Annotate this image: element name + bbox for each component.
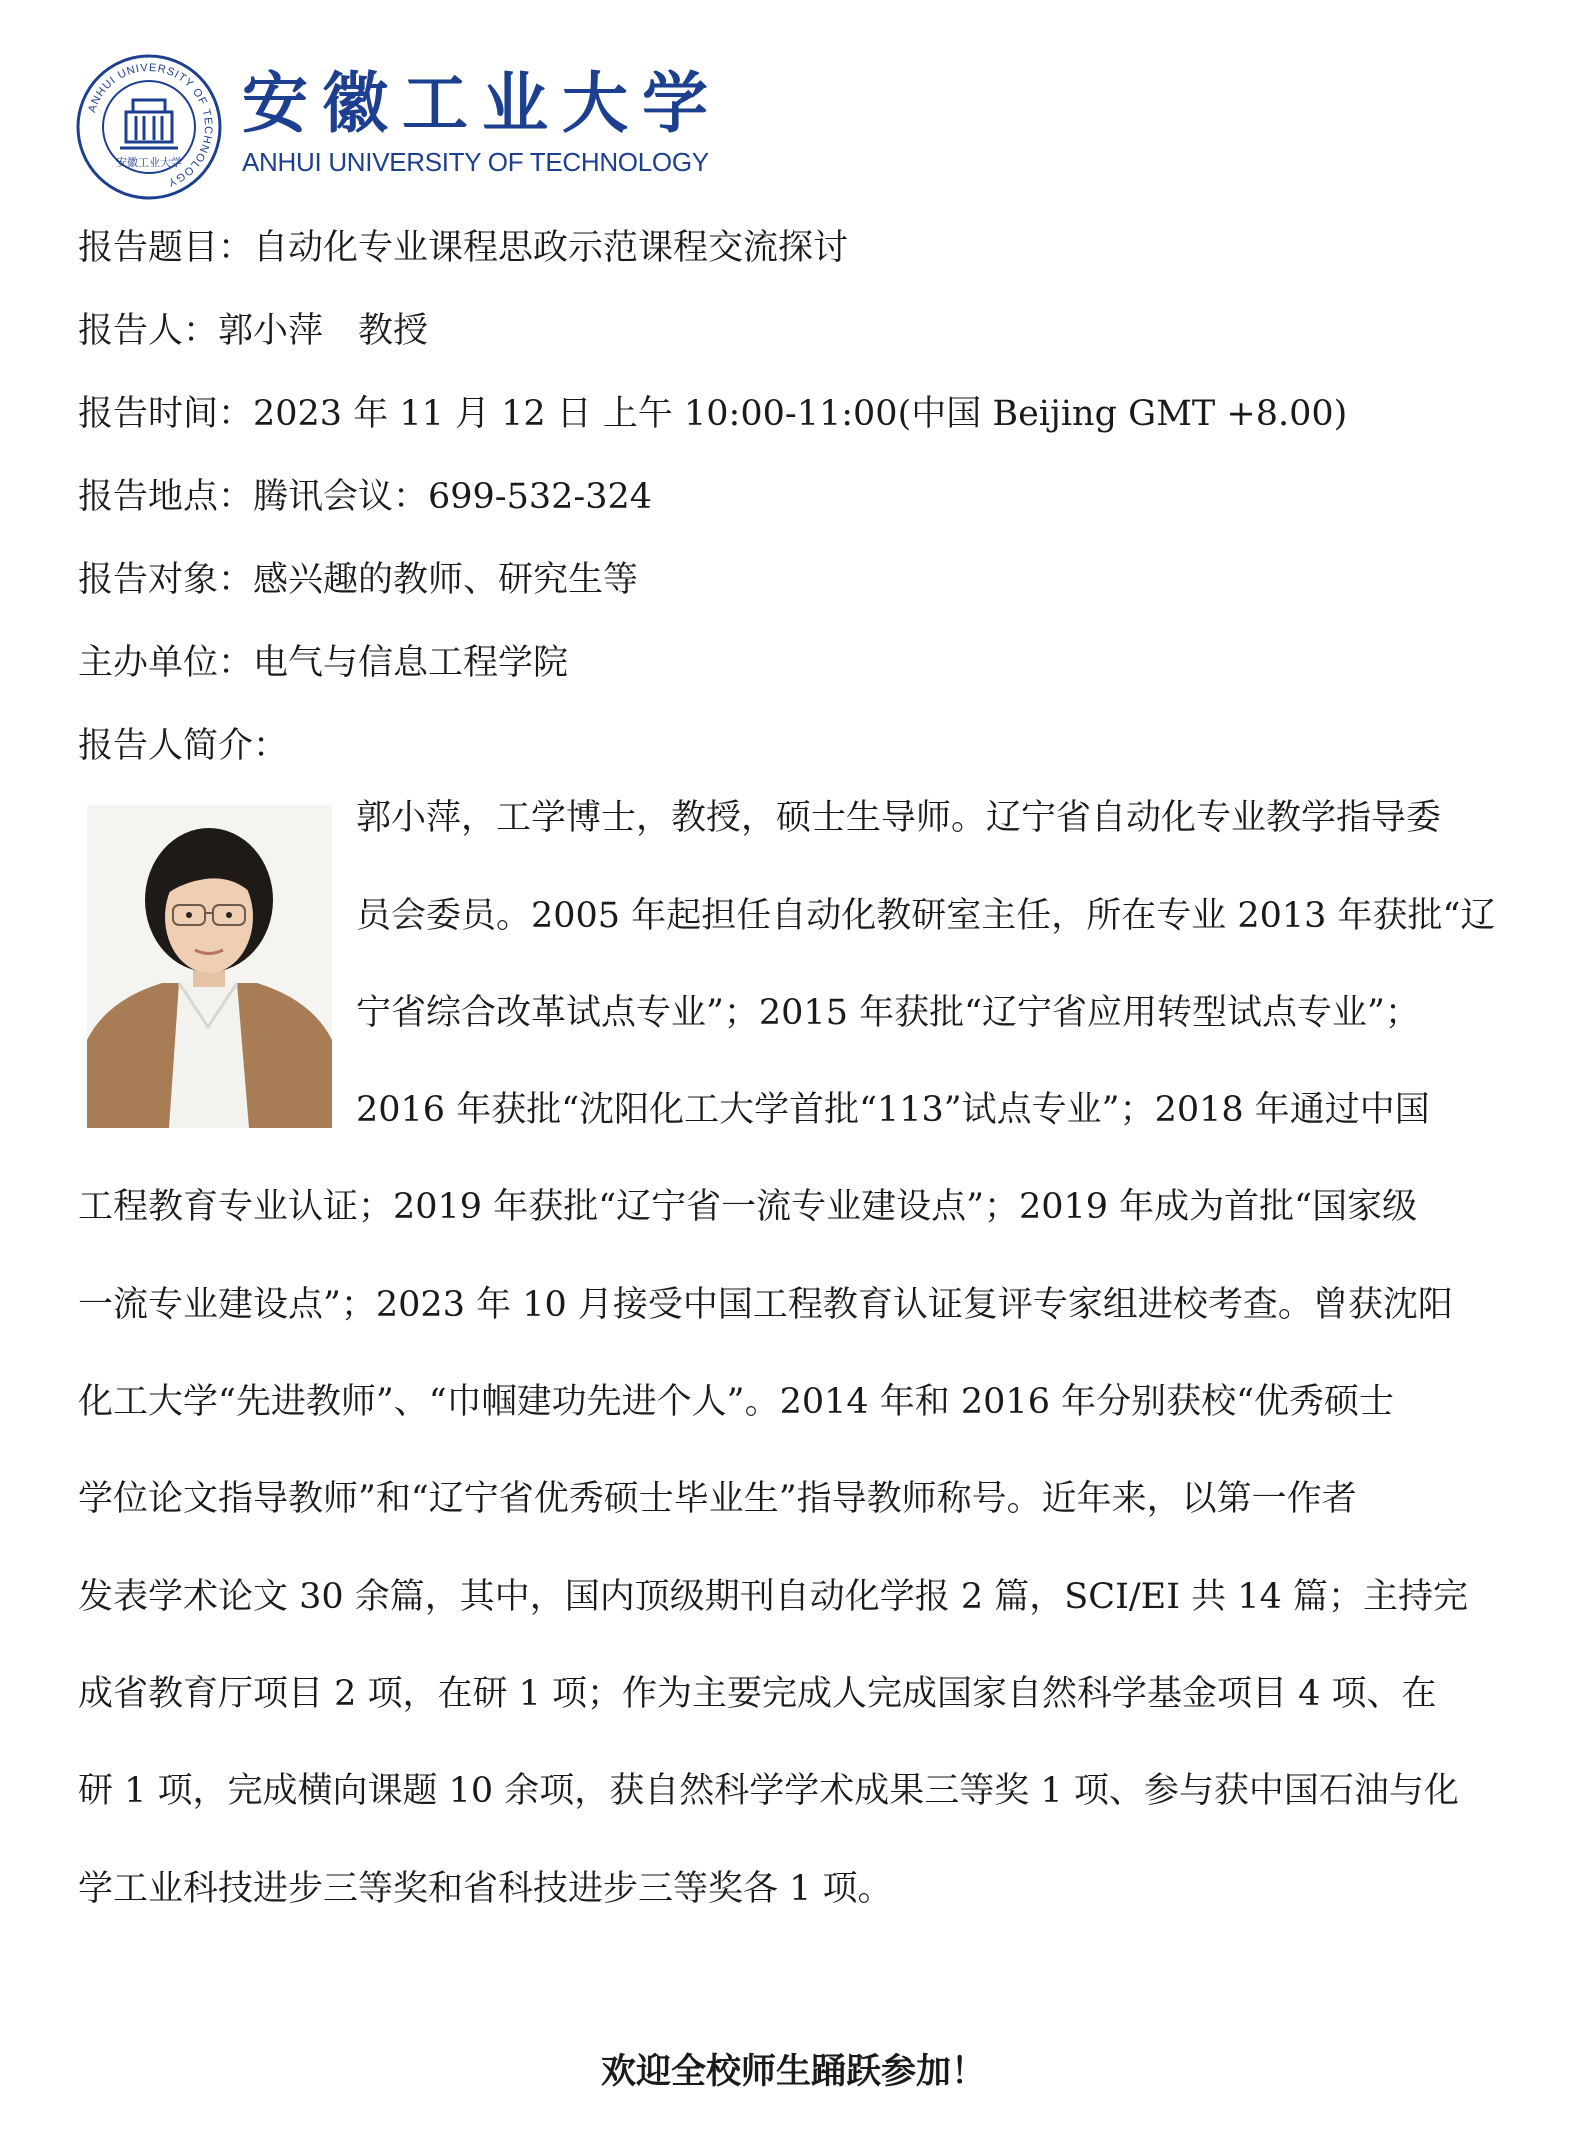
bio-heading: 报告人简介： <box>78 726 289 766</box>
university-name-en: ANHUI UNIVERSITY OF TECHNOLOGY <box>242 147 709 177</box>
bio-line: 学工业科技进步三等奖和省科技进步三等奖各 1 项。 <box>78 1869 893 1909</box>
bio-line: 2016 年获批“沈阳化工大学首批“113”试点专业”；2018 年通过中国 <box>356 1090 1430 1130</box>
bio-line: 研 1 项，完成横向课题 10 余项，获自然科学学术成果三等奖 1 项、参与获中国石油与化 <box>78 1771 1459 1811</box>
report-time: 报告时间：2023 年 11 月 12 日 上午 10:00-11:00(中国 Beijing GMT +8.00) <box>78 394 1348 434</box>
bio-line: 成省教育厅项目 2 项，在研 1 项；作为主要完成人完成国家自然科学基金项目 4 项、在 <box>78 1674 1437 1714</box>
seal-ring-text: ANHUI UNIVERSITY OF TECHNOLOGY <box>86 61 215 189</box>
bio-line: 郭小萍，工学博士，教授，硕士生导师。辽宁省自动化专业教学指导委 <box>356 798 1442 838</box>
bio-line: 工程教育专业认证；2019 年获批“辽宁省一流专业建设点”；2019 年成为首批“国家级 <box>78 1187 1418 1227</box>
report-title: 报告题目：自动化专业课程思政示范课程交流探讨 <box>78 228 849 268</box>
bio-line: 员会委员。2005 年起担任自动化教研室主任，所在专业 2013 年获批“辽 <box>356 896 1496 936</box>
speaker-photo <box>87 805 332 1128</box>
university-name-cn: 安徽工业大学 <box>242 65 722 142</box>
closing-invitation: 欢迎全校师生踊跃参加！ <box>600 2051 986 2092</box>
bio-line: 化工大学“先进教师”、“巾帼建功先进个人”。2014 年和 2016 年分别获校“优秀硕士 <box>78 1382 1394 1422</box>
seal-cn-text: 安徽工业大学 <box>116 156 182 169</box>
university-header <box>76 54 722 194</box>
university-seal-icon <box>76 54 222 200</box>
report-host: 主办单位：电气与信息工程学院 <box>78 643 569 683</box>
bio-line: 宁省综合改革试点专业”；2015 年获批“辽宁省应用转型试点专业”； <box>356 993 1420 1033</box>
bio-line: 一流专业建设点”；2023 年 10 月接受中国工程教育认证复评专家组进校考查。曾获沈阳 <box>78 1285 1453 1325</box>
bio-line: 学位论文指导教师”和“辽宁省优秀硕士毕业生”指导教师称号。近年来，以第一作者 <box>78 1479 1357 1519</box>
report-speaker: 报告人：郭小萍 教授 <box>78 311 429 351</box>
bio-line: 发表学术论文 30 余篇，其中，国内顶级期刊自动化学报 2 篇，SCI/EI 共 14 篇；主持完 <box>78 1577 1468 1617</box>
report-audience: 报告对象：感兴趣的教师、研究生等 <box>78 560 639 600</box>
report-location: 报告地点：腾讯会议：699-532-324 <box>78 477 653 517</box>
